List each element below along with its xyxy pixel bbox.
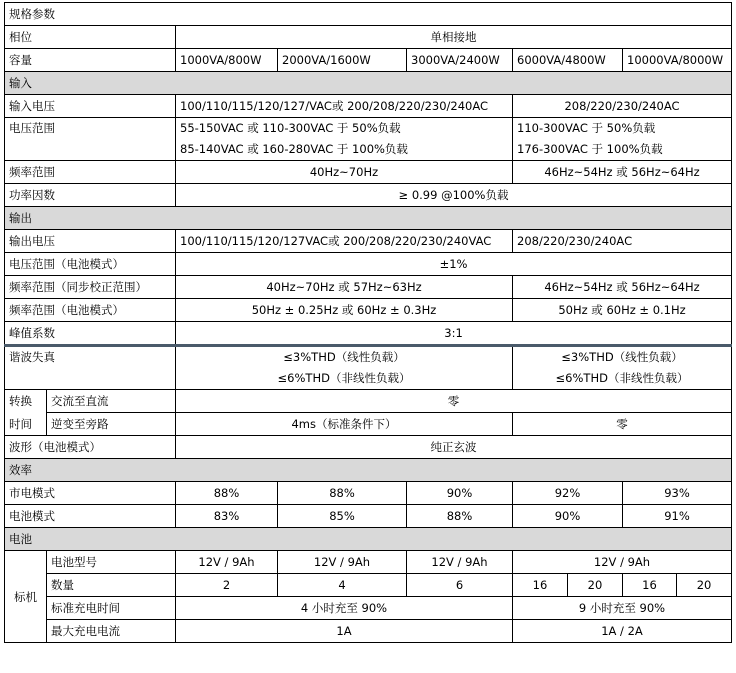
- waveform-value: 纯正玄波: [176, 436, 732, 459]
- battery-count-row: [5, 574, 732, 597]
- input-range-row: [5, 118, 732, 161]
- output-freq-sync-left: 40Hz~70Hz 或 57Hz~63Hz: [176, 276, 513, 299]
- output-range-value: ±1%: [176, 253, 732, 276]
- output-crest-label: 峰值系数: [5, 322, 176, 346]
- battery-type-value: 12V / 9Ah: [407, 551, 513, 574]
- output-crest-value: 3:1: [176, 322, 732, 346]
- input-freq-right: 46Hz~54Hz 或 56Hz~64Hz: [513, 161, 732, 184]
- transfer-label-2: 时间: [5, 413, 47, 436]
- battery-charge-current-row: [5, 620, 732, 643]
- transfer-ac-dc-label: 交流至直流: [47, 390, 176, 413]
- output-thd-left-2: ≤6%THD（非线性负载）: [277, 371, 411, 385]
- output-thd-left-1: ≤3%THD（线性负载）: [283, 350, 405, 364]
- input-voltage-left: 100/110/115/120/127/VAC或 200/208/220/230/240AC: [176, 95, 513, 118]
- output-freq-batt-row: [5, 299, 732, 322]
- battery-type-value: 12V / 9Ah: [278, 551, 407, 574]
- waveform-label: 波形（电池模式）: [5, 436, 176, 459]
- input-range-right-2: 176-300VAC 于 100%负载: [517, 142, 663, 156]
- transfer-inv-byp-right: 零: [513, 413, 732, 436]
- battery-section-row: [5, 528, 732, 551]
- page-title: 规格参数: [5, 3, 732, 26]
- battery-count-value: 4: [278, 574, 407, 597]
- capacity-value: 2000VA/1600W: [278, 49, 407, 72]
- phase-label: 相位: [5, 26, 176, 49]
- battery-count-value: 2: [176, 574, 278, 597]
- battery-count-label: 数量: [47, 574, 176, 597]
- input-range-left-1: 55-150VAC 或 110-300VAC 于 50%负载: [180, 121, 401, 135]
- transfer-label-1: 转换: [5, 390, 47, 413]
- efficiency-section-row: [5, 459, 732, 482]
- battery-count-value: 20: [677, 574, 732, 597]
- transfer-inv-byp-left: 4ms（标准条件下）: [176, 413, 513, 436]
- output-voltage-right: 208/220/230/240AC: [513, 230, 732, 253]
- battery-type-label: 电池型号: [47, 551, 176, 574]
- waveform-row: [5, 436, 732, 459]
- capacity-value: 6000VA/4800W: [513, 49, 623, 72]
- output-freq-sync-right: 46Hz~54Hz 或 56Hz~64Hz: [513, 276, 732, 299]
- battery-group-label: 标机: [5, 551, 47, 643]
- capacity-row: [5, 49, 732, 72]
- output-freq-batt-right: 50Hz 或 60Hz ± 0.1Hz: [513, 299, 732, 322]
- output-thd-right-1: ≤3%THD（线性负载）: [561, 350, 683, 364]
- input-voltage-row: [5, 95, 732, 118]
- battery-charge-current-right: 1A / 2A: [513, 620, 732, 643]
- output-crest-row: [5, 322, 732, 346]
- output-thd-right-2: ≤6%THD（非线性负载）: [555, 371, 689, 385]
- capacity-label: 容量: [5, 49, 176, 72]
- output-section-row: [5, 207, 732, 230]
- input-section-header: 输入: [5, 72, 732, 95]
- input-pf-row: [5, 184, 732, 207]
- battery-charge-current-left: 1A: [176, 620, 513, 643]
- output-freq-batt-label: 频率范围（电池模式）: [5, 299, 176, 322]
- efficiency-value: 92%: [513, 482, 623, 505]
- input-range-label: 电压范围: [5, 118, 176, 161]
- input-range-left-2: 85-140VAC 或 160-280VAC 于 100%负载: [180, 142, 408, 156]
- battery-charge-current-label: 最大充电电流: [47, 620, 176, 643]
- input-freq-left: 40Hz~70Hz: [176, 161, 513, 184]
- output-freq-batt-left: 50Hz ± 0.25Hz 或 60Hz ± 0.3Hz: [176, 299, 513, 322]
- output-freq-sync-row: [5, 276, 732, 299]
- capacity-value: 1000VA/800W: [176, 49, 278, 72]
- input-freq-label: 频率范围: [5, 161, 176, 184]
- efficiency-mains-label: 市电模式: [5, 482, 176, 505]
- output-section-header: 输出: [5, 207, 732, 230]
- efficiency-value: 88%: [176, 482, 278, 505]
- efficiency-section-header: 效率: [5, 459, 732, 482]
- output-thd-label: 谐波失真: [5, 346, 176, 390]
- transfer-row-1: [5, 390, 732, 413]
- battery-type-value: 12V / 9Ah: [176, 551, 278, 574]
- capacity-value: 10000VA/8000W: [623, 49, 732, 72]
- output-thd-row: [5, 346, 732, 390]
- output-range-label: 电压范围（电池模式）: [5, 253, 176, 276]
- input-voltage-right: 208/220/230/240AC: [513, 95, 732, 118]
- battery-type-row: [5, 551, 732, 574]
- transfer-row-2: [5, 413, 732, 436]
- input-voltage-label: 输入电压: [5, 95, 176, 118]
- input-range-right-1: 110-300VAC 于 50%负载: [517, 121, 656, 135]
- battery-charge-time-right: 9 小时充至 90%: [513, 597, 732, 620]
- title-row: [5, 3, 732, 26]
- battery-count-value: 20: [568, 574, 623, 597]
- efficiency-value: 91%: [623, 505, 732, 528]
- efficiency-battery-row: [5, 505, 732, 528]
- efficiency-battery-label: 电池模式: [5, 505, 176, 528]
- battery-charge-time-left: 4 小时充至 90%: [176, 597, 513, 620]
- efficiency-value: 83%: [176, 505, 278, 528]
- battery-charge-time-row: [5, 597, 732, 620]
- transfer-inv-byp-label: 逆变至旁路: [47, 413, 176, 436]
- input-freq-row: [5, 161, 732, 184]
- battery-count-value: 16: [623, 574, 677, 597]
- output-voltage-left: 100/110/115/120/127VAC或 200/208/220/230/240VAC: [176, 230, 513, 253]
- capacity-value: 3000VA/2400W: [407, 49, 513, 72]
- efficiency-value: 88%: [278, 482, 407, 505]
- efficiency-value: 90%: [513, 505, 623, 528]
- battery-section-header: 电池: [5, 528, 732, 551]
- efficiency-value: 93%: [623, 482, 732, 505]
- input-section-row: [5, 72, 732, 95]
- output-voltage-label: 输出电压: [5, 230, 176, 253]
- phase-row: [5, 26, 732, 49]
- efficiency-value: 88%: [407, 505, 513, 528]
- efficiency-mains-row: [5, 482, 732, 505]
- input-pf-value: ≥ 0.99 @100%负载: [176, 184, 732, 207]
- output-freq-sync-label: 频率范围（同步校正范围）: [5, 276, 176, 299]
- transfer-ac-dc-value: 零: [176, 390, 732, 413]
- efficiency-value: 85%: [278, 505, 407, 528]
- battery-count-value: 6: [407, 574, 513, 597]
- spec-table: [4, 2, 732, 643]
- output-range-row: [5, 253, 732, 276]
- battery-type-value: 12V / 9Ah: [513, 551, 732, 574]
- battery-charge-time-label: 标准充电时间: [47, 597, 176, 620]
- efficiency-value: 90%: [407, 482, 513, 505]
- phase-value: 单相接地: [176, 26, 732, 49]
- output-voltage-row: [5, 230, 732, 253]
- battery-count-value: 16: [513, 574, 568, 597]
- input-pf-label: 功率因数: [5, 184, 176, 207]
